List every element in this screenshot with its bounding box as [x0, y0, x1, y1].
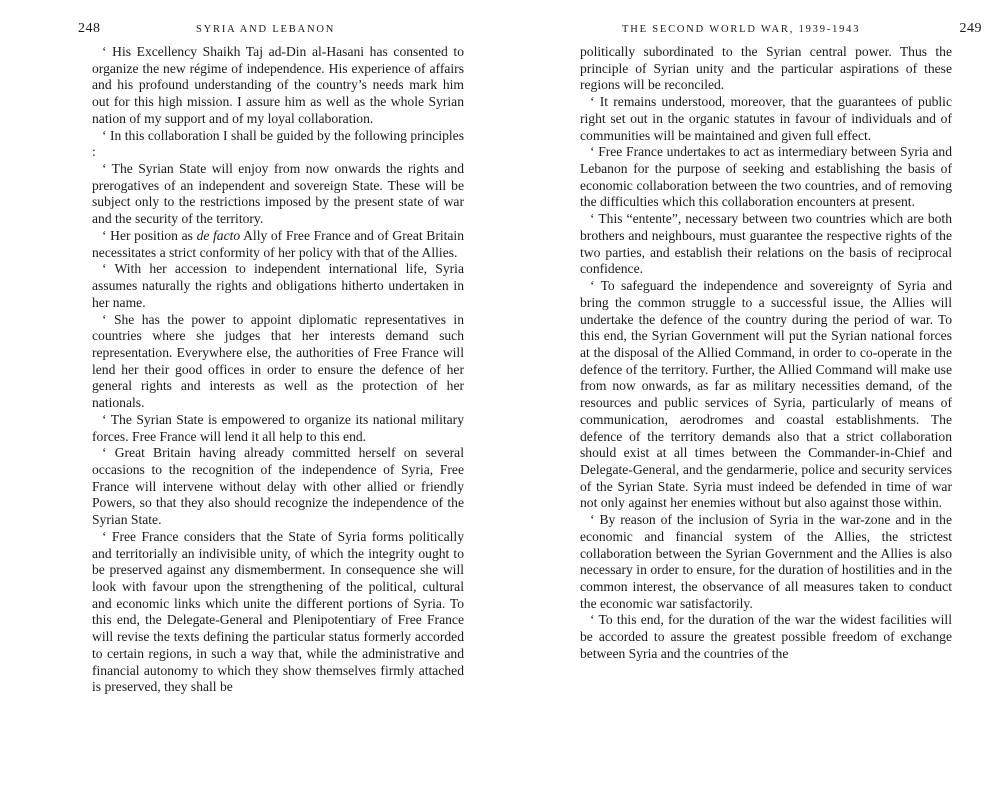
right-running-head — [580, 20, 982, 42]
paragraph: ‘ To this end, for the duration of the war the widest facilities will be accorded to assure the greatest possible freedom of exchange between Syria and the countries of the — [580, 612, 952, 661]
paragraph: ‘ Free France considers that the State of Syria forms politically and territorially an indivisible unity, of which the integrity ought to be preserved against any dismemberment. In consequence she will look with favour upon the strengthening of the political, cultural and economic links which unite the different portions of Syria. To this end, the Delegate-General and Plenipotentiary of Free France will revise the texts defining the particular status formerly accorded to certain regions, in such a way that, while the administrative and financial autonomy to which they show themselves firmly attached is preserved, they shall be — [92, 528, 464, 695]
paragraph: ‘ With her accession to independent international life, Syria assumes naturally the rights and obligations hitherto undertaken in her name. — [92, 261, 464, 310]
paragraph-segment: ‘ Her position as — [102, 227, 193, 243]
paragraph: ‘ This “entente”, necessary between two countries which are both brothers and neighbours, must guarantee the respective rights of the two parties, and establish their relations on the basis of reciprocal confidence. — [580, 211, 952, 277]
left-running-title: SYRIA AND LEBANON — [196, 24, 336, 35]
paragraph: ‘ His Excellency Shaikh Taj ad-Din al-Hasani has consented to organize the new régime of independence. His experience of affairs and his profound understanding of the country’s needs mark him out for this high mission. I assure him as well as the whole Syrian nation of my support and of my loyal collaboration. — [92, 44, 464, 126]
paragraph: ‘ To safeguard the independence and sovereignty of Syria and bring the common struggle to a successful issue, the Allies will undertake the defence of the country during the period of war. To this end, the Syrian Government will put the Syrian national forces at the disposal of the Allied Command, in order to co-operate in the defence of the territory. Further, the Allied Command will make use from now onwards, as far as military necessities demand, of the resources and public services of Syria, particularly of means of communication, aerodromes and coastal establishments. The defence of the territory demands also that a strict collaboration should exist at all times between the Commander-in-Chief and Delegate-General, and the gendarmerie, police and security services of the Syrian State. Syria must indeed be defended in time of war not only against her enemies without but also against those within. — [580, 278, 952, 511]
paragraph: ‘ Free France undertakes to act as intermediary between Syria and Lebanon for the purpose of seeking and establishing the basis of economic collaboration between the two countries, and of removing the difficulties which this collaboration encounters at present. — [580, 144, 952, 210]
paragraph: ‘ It remains understood, moreover, that the guarantees of public right set out in the organic statutes in favour of individuals and of communities will be maintained and given full effect. — [580, 94, 952, 143]
paragraph: ‘ She has the power to appoint diplomatic representatives in countries where she judges that her interests demand such representation. Everywhere else, the authorities of Free France will lend her their good offices in order to ensure the defence of her general rights and interests as well as the protection of her nationals. — [92, 311, 464, 411]
paragraph-segment: Ally of Free France and of Great Britain necessitates a strict conformity of her policy with that of the Allies. — [92, 227, 465, 260]
italic-phrase: de facto — [196, 227, 241, 243]
right-running-title: THE SECOND WORLD WAR, 1939-1943 — [622, 24, 861, 35]
paragraph: ‘ By reason of the inclusion of Syria in the war-zone and in the economic and financial system of the Allies, the strictest collaboration between the Syrian Government and the Allies is also necessary in order to ensure, for the duration of hostilities and in the common interest, the observance of all measures taken to conduct the economic war satisfactorily. — [580, 512, 952, 611]
left-page-number: 248 — [78, 21, 101, 36]
paragraph — [92, 228, 464, 261]
paragraph: ‘ Great Britain having already committed herself on several occasions to the recognition of the independence of Syria, Free France will intervene without delay with other allied or friendly Powers, so that they also should recognize the independence of the Syrian State. — [92, 445, 464, 528]
paragraph: politically subordinated to the Syrian central power. Thus the principle of Syrian unity and the particular aspirations of these regions will be reconciled. — [580, 44, 952, 93]
right-page — [580, 0, 982, 795]
paragraph: ‘ In this collaboration I shall be guided by the following principles : — [92, 127, 464, 160]
paragraph: ‘ The Syrian State will enjoy from now onwards the rights and prerogatives of an independent and sovereign State. These will be subject only to the restrictions imposed by the present state of war and the security of the territory. — [92, 161, 464, 227]
left-page — [78, 0, 465, 795]
left-running-head — [78, 20, 464, 42]
right-page-number: 249 — [959, 21, 982, 36]
left-page-text — [92, 44, 464, 696]
paragraph: ‘ The Syrian State is empowered to organize its national military forces. Free France will lend it all help to this end. — [92, 411, 464, 444]
right-page-text — [580, 44, 952, 663]
